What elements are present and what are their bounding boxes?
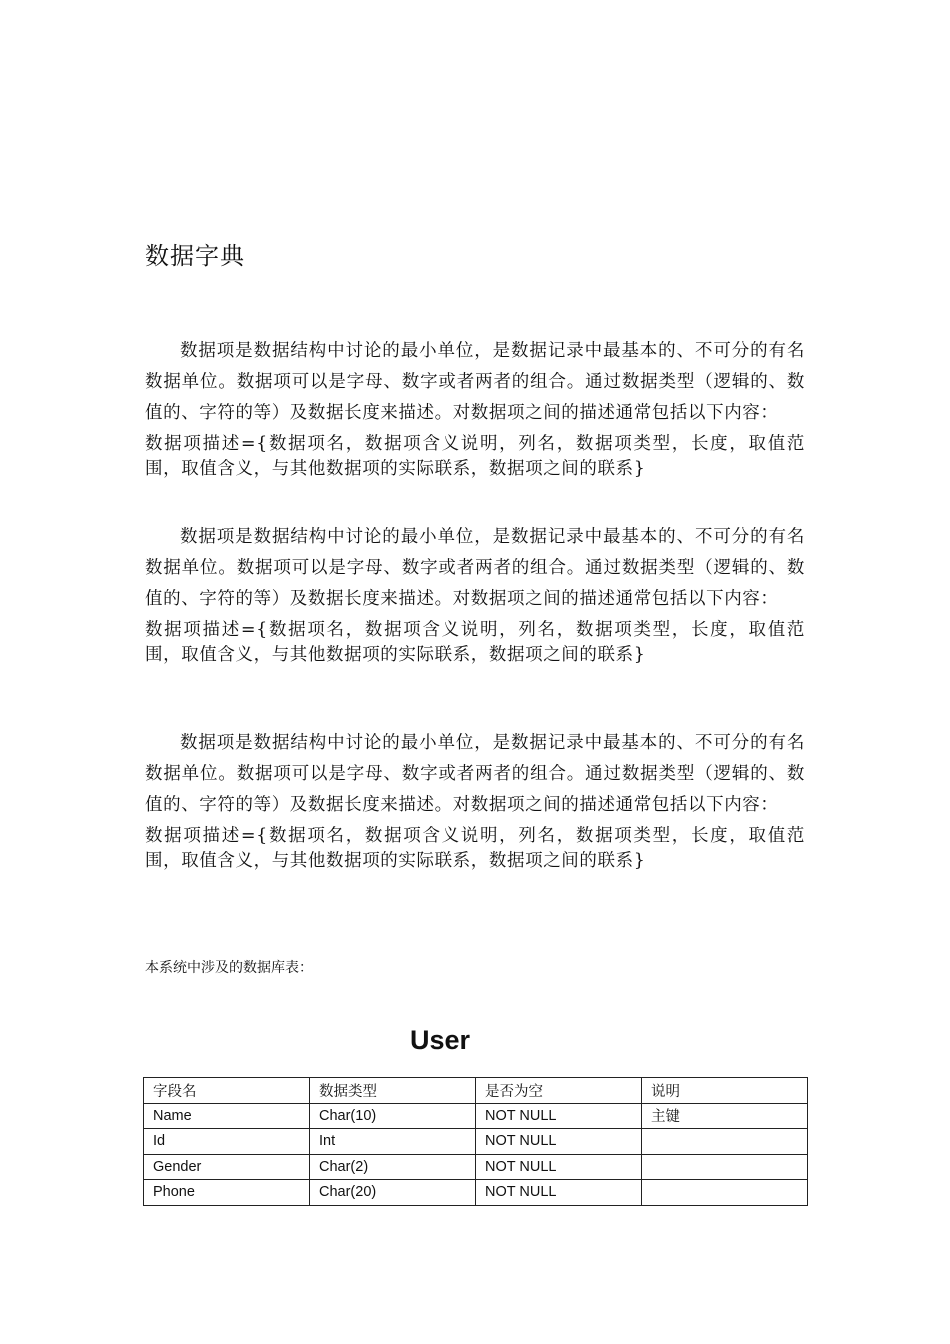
table-row — [144, 1129, 808, 1155]
table-header-row — [144, 1078, 808, 1104]
paragraph-description: 数据项描述={数据项名，数据项含义说明，列名，数据项类型，长度，取值范围，取值含义，与其他数据项的实际联系，数据项之间的联系} — [145, 826, 805, 871]
table-cell: NOT NULL — [476, 1154, 642, 1180]
table-cell: Char(2) — [310, 1154, 476, 1180]
table-cell: Int — [310, 1129, 476, 1155]
table-cell: Id — [144, 1129, 310, 1155]
column-header: 说明 — [642, 1078, 808, 1104]
table-cell — [642, 1180, 808, 1206]
table-row — [144, 1103, 808, 1129]
page-title: 数据字典 — [145, 242, 245, 270]
table-cell: 主键 — [642, 1103, 808, 1129]
table-row — [144, 1180, 808, 1206]
table-cell — [642, 1129, 808, 1155]
table-title: User — [409, 1025, 471, 1055]
paragraph-block — [145, 336, 805, 482]
table-cell: Gender — [144, 1154, 310, 1180]
table-cell: Char(10) — [310, 1103, 476, 1129]
paragraph-block — [145, 728, 805, 874]
user-table — [143, 1077, 808, 1206]
table-cell: Name — [144, 1103, 310, 1129]
table-row — [144, 1154, 808, 1180]
table-cell: NOT NULL — [476, 1103, 642, 1129]
paragraph-description: 数据项描述={数据项名，数据项含义说明，列名，数据项类型，长度，取值范围，取值含义，与其他数据项的实际联系，数据项之间的联系} — [145, 434, 805, 479]
paragraph-description: 数据项描述={数据项名，数据项含义说明，列名，数据项类型，长度，取值范围，取值含义，与其他数据项的实际联系，数据项之间的联系} — [145, 620, 805, 665]
table-cell: Phone — [144, 1180, 310, 1206]
column-header: 是否为空 — [476, 1078, 642, 1104]
column-header: 字段名 — [144, 1078, 310, 1104]
table-cell — [642, 1154, 808, 1180]
table-cell: NOT NULL — [476, 1180, 642, 1206]
column-header: 数据类型 — [310, 1078, 476, 1104]
tables-note: 本系统中涉及的数据库表： — [145, 960, 313, 976]
paragraph-block — [145, 522, 805, 668]
paragraph-body: 数据项是数据结构中讨论的最小单位，是数据记录中最基本的、不可分的有名数据单位。数据项可以是字母、数字或者两者的组合。通过数据类型（逻辑的、数值的、字符的等）及数据长度来描述。对数据项之间的描述通常包括以下内容： — [145, 341, 805, 423]
paragraph-body: 数据项是数据结构中讨论的最小单位，是数据记录中最基本的、不可分的有名数据单位。数据项可以是字母、数字或者两者的组合。通过数据类型（逻辑的、数值的、字符的等）及数据长度来描述。对数据项之间的描述通常包括以下内容： — [145, 733, 805, 815]
table-cell: Char(20) — [310, 1180, 476, 1206]
table-cell: NOT NULL — [476, 1129, 642, 1155]
paragraph-body: 数据项是数据结构中讨论的最小单位，是数据记录中最基本的、不可分的有名数据单位。数据项可以是字母、数字或者两者的组合。通过数据类型（逻辑的、数值的、字符的等）及数据长度来描述。对数据项之间的描述通常包括以下内容： — [145, 527, 805, 609]
